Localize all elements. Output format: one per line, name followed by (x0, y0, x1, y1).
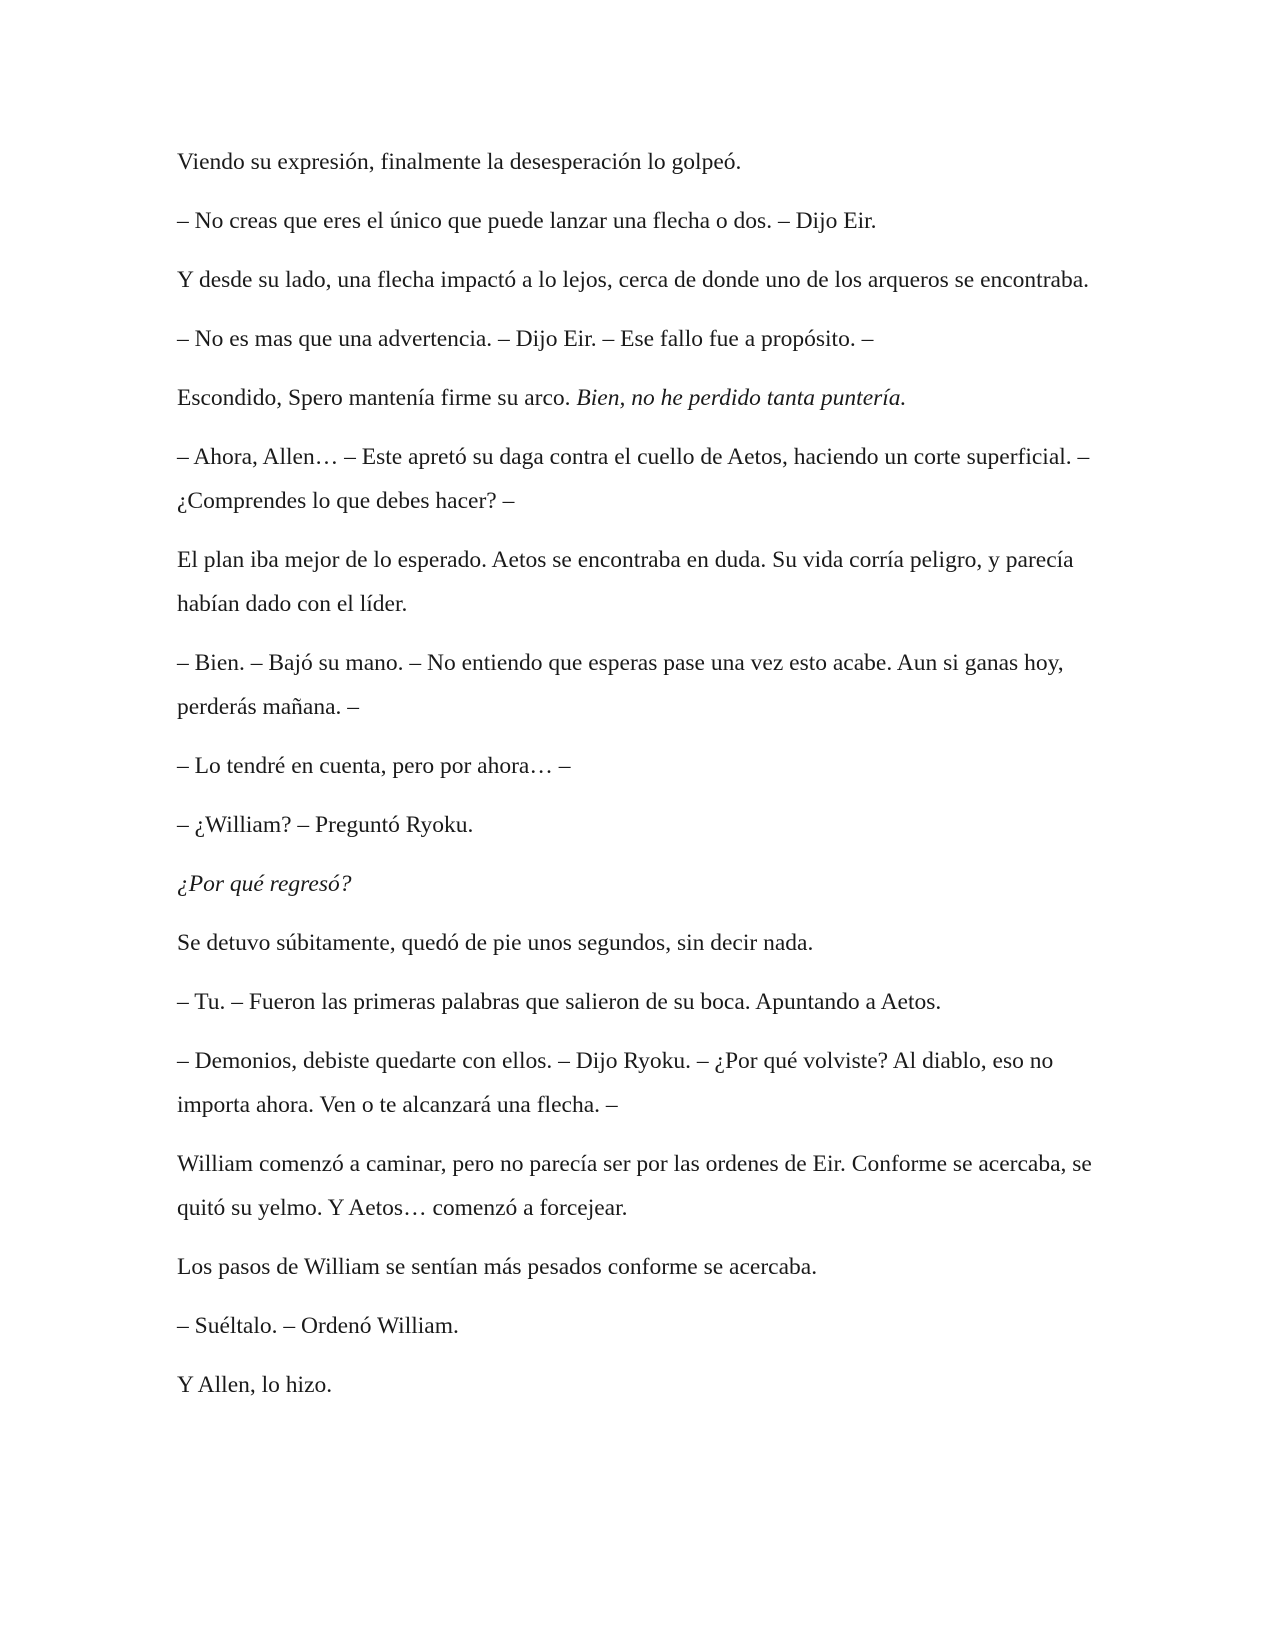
paragraph-text: – Demonios, debiste quedarte con ellos. – Dijo Ryoku. – ¿Por qué volviste? Al diablo, eso no importa ahora. Ven o te alcanzará una flecha. – (177, 1048, 1054, 1118)
paragraph (177, 1039, 1107, 1127)
paragraph (177, 258, 1107, 302)
paragraph-text: – Tu. – Fueron las primeras palabras que salieron de su boca. Apuntando a Aetos. (177, 989, 942, 1015)
paragraph (177, 538, 1107, 626)
paragraph (177, 921, 1107, 965)
paragraph (177, 744, 1107, 788)
paragraph (177, 199, 1107, 243)
paragraph-text: Y Allen, lo hizo. (177, 1372, 333, 1398)
paragraph-text: Escondido, Spero mantenía firme su arco. (177, 385, 577, 411)
paragraph-text: Y desde su lado, una flecha impactó a lo lejos, cerca de donde uno de los arqueros se encontraba. (177, 267, 1090, 293)
paragraph (177, 376, 1107, 420)
paragraph-text: – No creas que eres el único que puede lanzar una flecha o dos. – Dijo Eir. (177, 208, 877, 234)
paragraph-text: – Bien. – Bajó su mano. – No entiendo que esperas pase una vez esto acabe. Aun si ganas hoy, perderás mañana. – (177, 650, 1064, 720)
paragraph-text: – ¿William? – Preguntó Ryoku. (177, 812, 474, 838)
paragraph-text: – No es mas que una advertencia. – Dijo Eir. – Ese fallo fue a propósito. – (177, 326, 874, 352)
paragraph (177, 803, 1107, 847)
paragraph (177, 641, 1107, 729)
paragraph (177, 980, 1107, 1024)
paragraph-text: El plan iba mejor de lo esperado. Aetos se encontraba en duda. Su vida corría peligro, y parecía habían dado con el líder. (177, 547, 1074, 617)
paragraph (177, 1245, 1107, 1289)
paragraph (177, 435, 1107, 523)
paragraph-italic-text: Bien, no he perdido tanta puntería. (576, 385, 907, 411)
paragraph (177, 317, 1107, 361)
paragraph (177, 1363, 1107, 1407)
paragraph (177, 1142, 1107, 1230)
paragraph-text: William comenzó a caminar, pero no parecía ser por las ordenes de Eir. Conforme se acercaba, se quitó su yelmo. Y Aetos… comenzó a forcejear. (177, 1151, 1092, 1221)
paragraph (177, 862, 1107, 906)
document-body (177, 140, 1107, 1422)
paragraph-text: – Lo tendré en cuenta, pero por ahora… – (177, 753, 571, 779)
paragraph-text: Se detuvo súbitamente, quedó de pie unos segundos, sin decir nada. (177, 930, 814, 956)
paragraph-italic-text: ¿Por qué regresó? (177, 871, 352, 897)
paragraph (177, 1304, 1107, 1348)
paragraph (177, 140, 1107, 184)
paragraph-text: – Ahora, Allen… – Este apretó su daga contra el cuello de Aetos, haciendo un corte superficial. – ¿Comprendes lo que debes hacer? – (177, 444, 1090, 514)
paragraph-text: Viendo su expresión, finalmente la desesperación lo golpeó. (177, 149, 742, 175)
paragraph-text: – Suéltalo. – Ordenó William. (177, 1313, 459, 1339)
paragraph-text: Los pasos de William se sentían más pesados conforme se acercaba. (177, 1254, 818, 1280)
